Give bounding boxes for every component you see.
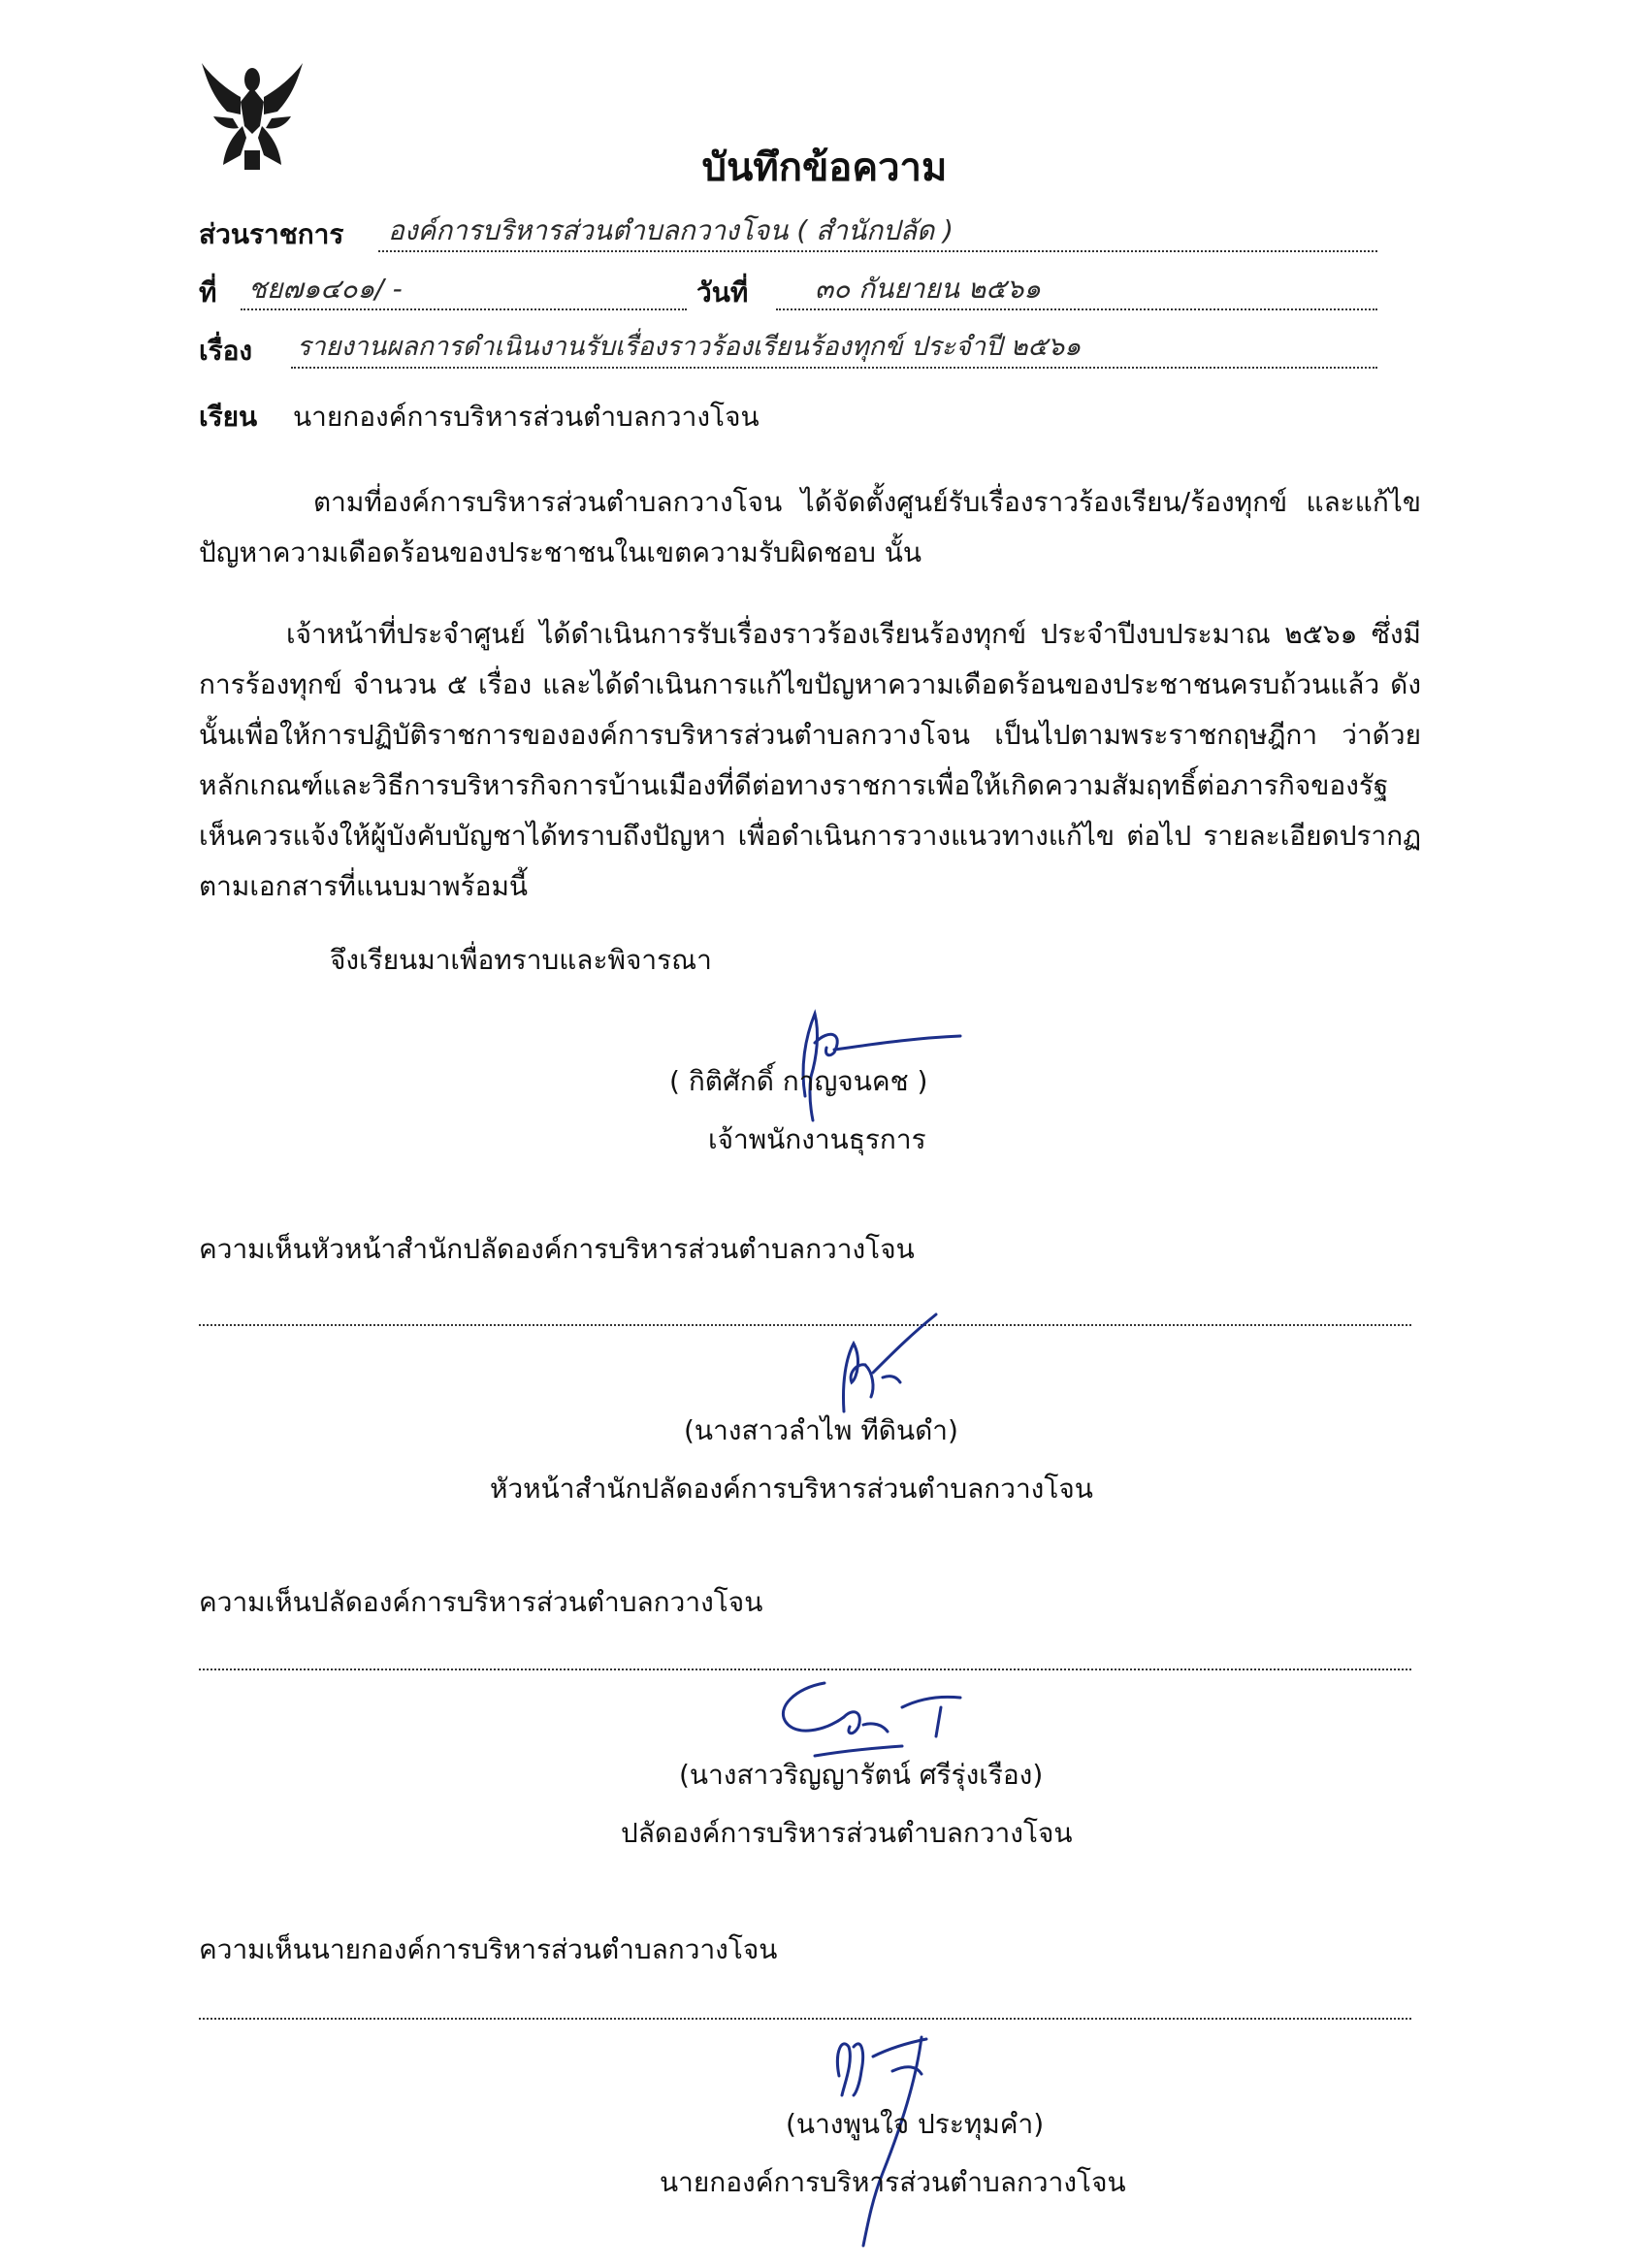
signer-1-position: เจ้าพนักงานธุรการ [708,1123,926,1155]
date-label: วันที่ [696,276,749,308]
opinion-1-name: (นางสาวลำไพ ทีดินดำ) [684,1414,958,1446]
ref-value: ชย๗๑๔๐๑/ - [248,273,403,305]
subject-dotline [291,367,1377,369]
opinion-3-name: (นางพูนใจ ประทุมคำ) [786,2108,1045,2140]
body-paragraph-2: เจ้าหน้าที่ประจำศูนย์ ได้ดำเนินการรับเรื่องราวร้องเรียนร้องทุกข์ ประจำปีงบประมาณ ๒๕๖๑ ซึ่งมีการร้องทุกข์ จำนวน ๕ เรื่อง และได้ดำเนินการแก้ไขปัญหาความเดือดร้อนของประชาชนครบถ้วนแล้ว ดังนั้นเพื่อให้การปฏิบัติราชการขององค์การบริหารส่วนตำบลกวางโจน เป็นไปตามพระราชกฤษฎีกา ว่าด้วยหลักเกณฑ์และวิธีการบริหารกิจการบ้านเมืองที่ดีต่อทางราชการเพื่อให้เกิดความสัมฤทธิ์ต่อภารกิจของรัฐ เห็นควรแจ้งให้ผู้บังคับบัญชาได้ทราบถึงปัญหา เพื่อดำเนินการวางแนวทางแก้ไข ต่อไป รายละเอียดปรากฏตามเอกสารที่แนบมาพร้อมนี้ [199,618,1421,902]
ref-label: ที่ [199,276,217,308]
opinion-1-position: หัวหน้าสำนักปลัดองค์การบริหารส่วนตำบลกวางโจน [490,1473,1093,1505]
opinion-2-position: ปลัดองค์การบริหารส่วนตำบลกวางโจน [621,1817,1073,1849]
subject-value: รายงานผลการดำเนินงานรับเรื่องราวร้องเรียนร้องทุกข์ ประจำปี ๒๕๖๑ [297,332,1082,362]
body-paragraph-1: ตามที่องค์การบริหารส่วนตำบลกวางโจน ได้จัดตั้งศูนย์รับเรื่องราวร้องเรียน/ร้องทุกข์ และแก้ไขปัญหาความเดือดร้อนของประชาชนในเขตความรับผิดชอบ นั้น [199,486,1421,568]
to-value: นายกองค์การบริหารส่วนตำบลกวางโจน [293,401,760,433]
opinion-2-name: (นางสาวริญญารัตน์ ศรีรุ่งเรือง) [679,1759,1044,1791]
ref-dotline [241,308,687,310]
opinion-3-dotline [199,2018,1411,2020]
opinion-2-heading: ความเห็นปลัดองค์การบริหารส่วนตำบลกวางโจน [199,1586,763,1618]
department-label: ส่วนราชการ [199,218,344,250]
opinion-3-position: นายกองค์การบริหารส่วนตำบลกวางโจน [660,2166,1126,2198]
department-dotline [378,250,1377,252]
opinion-3-heading: ความเห็นนายกองค์การบริหารส่วนตำบลกวางโจน [199,1933,778,1965]
date-value: ๓๐ กันยายน ๒๕๖๑ [815,273,1041,305]
signer-1-name: ( กิติศักดิ์ กาญจนคช ) [669,1065,928,1097]
opinion-1-dotline [199,1324,1411,1326]
date-dotline [776,308,1377,310]
closing-text: จึงเรียนมาเพื่อทราบและพิจารณา [330,944,712,976]
opinion-1-heading: ความเห็นหัวหน้าสำนักปลัดองค์การบริหารส่วนตำบลกวางโจน [199,1233,915,1265]
to-label: เรียน [199,401,258,433]
department-value: องค์การบริหารส่วนตำบลกวางโจน ( สำนักปลัด ) [388,214,954,246]
document-title: บันทึกข้อความ [701,146,948,190]
subject-label: เรื่อง [199,335,253,367]
